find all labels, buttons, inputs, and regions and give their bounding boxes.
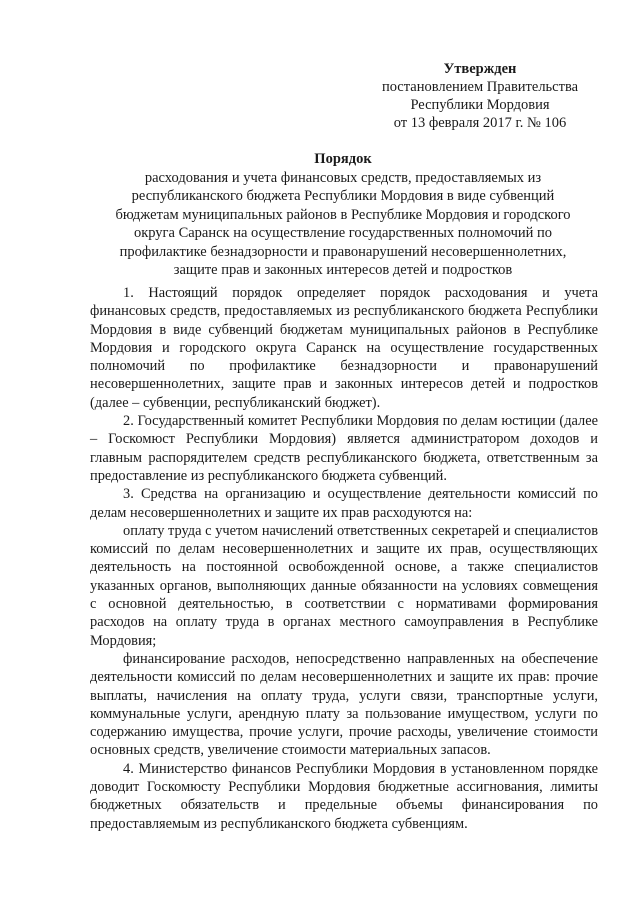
paragraph-1: 1. Настоящий порядок определяет порядок расходования и учета финансовых средств, предоставляемых из республиканского бюджета Республики Мордовия в виде субвенций бюджетам муниципальных районов в Республике Мордовия и городского округа Саранск на осуществление государственных полномочий по профилактике безнадзорности и правонарушений несовершеннолетних, защите прав и законных интересов детей и подростков (далее – субвенции, республиканский бюджет).	[90, 285, 598, 411]
paragraph-4: 4. Министерство финансов Республики Мордовия в установленном порядке доводит Госкомюсту Республики Мордовия бюджетные ассигнования, лимиты бюджетных обязательств и предельные объемы финансирования по предоставляемым из республиканского бюджета субвенциям.	[90, 760, 598, 832]
document-body	[90, 284, 598, 833]
document-title: Порядок	[314, 151, 372, 167]
approval-line-2: Республики Мордовия	[410, 97, 550, 113]
heading-line: округа Саранск на осуществление государственных полномочий по	[133, 225, 553, 241]
paragraph-2: 2. Государственный комитет Республики Мордовия по делам юстиции (далее – Госкомюст Республики Мордовия) является администратором доходов и главным распорядителем средств республиканского бюджета, ответственным за предоставление из республиканского бюджета субвенций.	[90, 413, 598, 484]
paragraph-3: 3. Средства на организацию и осуществление деятельности комиссий по делам несовершеннолетних и защите их прав расходуются на:	[90, 486, 598, 521]
paragraph-3-item-2: финансирование расходов, непосредственно направленных на обеспечение деятельности комиссий по делам несовершеннолетних и защите их прав: прочие выплаты, начисления на оплату труда, услуги связи, транспортные услуги, коммунальные услуги, арендную плату за пользование имуществом, услуги по содержанию имущества, прочие услуги, прочие расходы, увеличение стоимости основных средств, увеличение стоимости материальных запасов.	[90, 650, 598, 759]
heading-line: расходования и учета финансовых средств, предоставляемых из	[144, 169, 542, 186]
approval-line-3: от 13 февраля 2017 г. № 106	[393, 115, 567, 131]
document-heading	[88, 150, 598, 280]
approval-line-1: постановлением Правительства	[381, 79, 579, 95]
approval-title: Утвержден	[443, 61, 517, 77]
approval-stamp	[350, 60, 610, 132]
paragraph-3-item-1: оплату труда с учетом начислений ответственных секретарей и специалистов комиссий по делам несовершеннолетних и защите их прав, осуществляющих деятельность на постоянной освобожденной основе, а также специалистов указанных органов, выполняющих данные обязанности на условиях совмещения с основной деятельностью, в соответствии с нормативами формирования расходов на оплату труда в органах местного самоуправления в Республике Мордовия;	[90, 522, 598, 649]
heading-line: республиканского бюджета Республики Мордовия в виде субвенций	[131, 188, 555, 204]
heading-line: защите прав и законных интересов детей и подростков	[173, 262, 513, 278]
heading-line: бюджетам муниципальных районов в Республике Мордовия и городского	[115, 206, 571, 223]
heading-line: профилактике безнадзорности и правонарушений несовершеннолетних,	[119, 243, 567, 260]
